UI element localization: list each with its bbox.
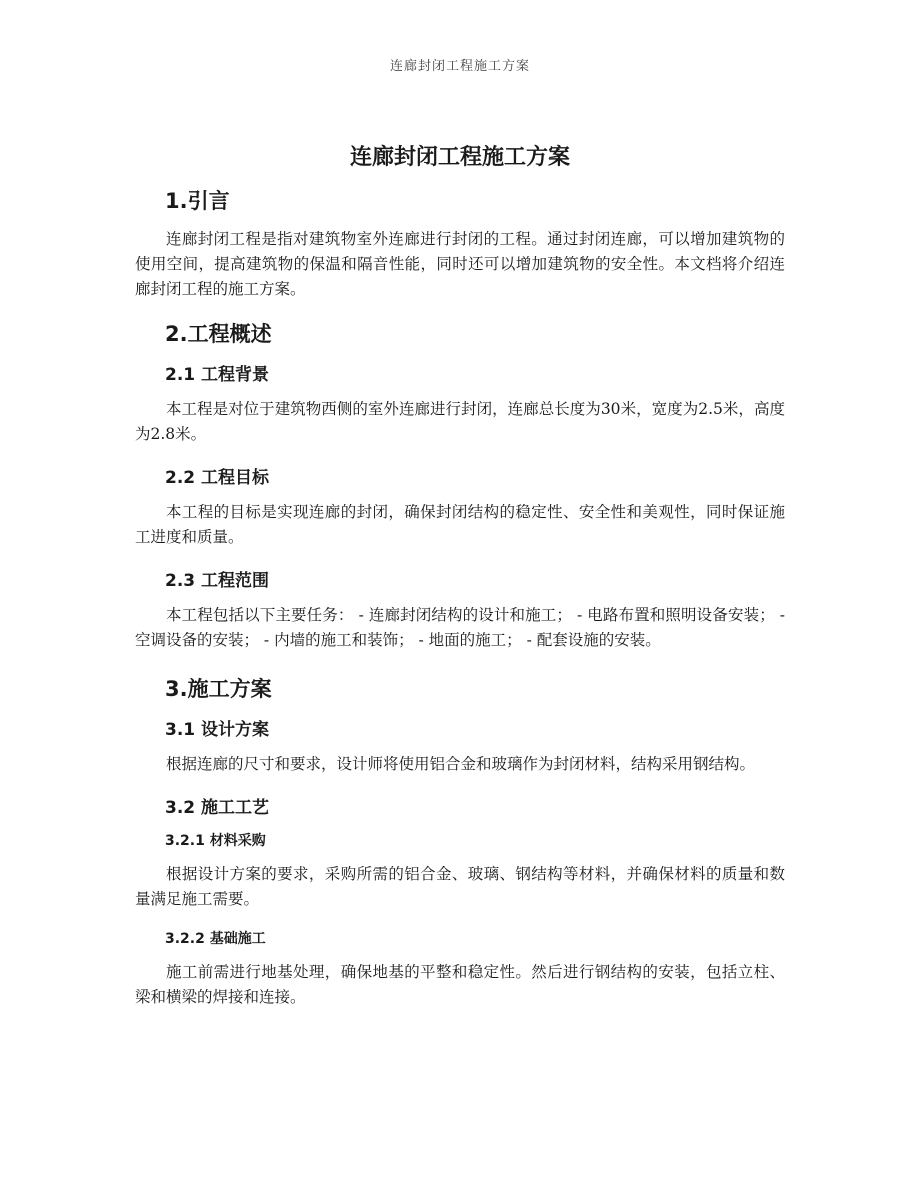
section-heading-construction-plan: 3.施工方案 (165, 677, 272, 701)
section-heading-introduction: 1.引言 (165, 189, 230, 213)
subsection-paragraph-scope: 本工程包括以下主要任务： - 连廊封闭结构的设计和施工； - 电路布置和照明设备安装； - 空调设备的安装； - 内墙的施工和装饰； - 地面的施工； - 配套设施的安装。 (135, 606, 785, 649)
document-body (135, 140, 785, 1026)
subsection-paragraph-design: 根据连廊的尺寸和要求，设计师将使用铝合金和玻璃作为封闭材料，结构采用钢结构。 (166, 755, 756, 773)
running-header: 连廊封闭工程施工方案 (389, 59, 530, 74)
section-paragraph-introduction: 连廊封闭工程是指对建筑物室外连廊进行封闭的工程。通过封闭连廊，可以增加建筑物的使用空间，提高建筑物的保温和隔音性能，同时还可以增加建筑物的安全性。本文档将介绍连廊封闭工程的施工方案。 (135, 230, 785, 298)
subsection-heading-objectives: 2.2 工程目标 (165, 468, 270, 488)
subsection-heading-scope: 2.3 工程范围 (165, 571, 270, 591)
subsection-heading-design: 3.1 设计方案 (165, 720, 270, 740)
section-heading-overview: 2.工程概述 (165, 322, 272, 346)
subsubsection-paragraph-foundation: 施工前需进行地基处理，确保地基的平整和稳定性。然后进行钢结构的安装，包括立柱、梁和横梁的焊接和连接。 (135, 963, 785, 1006)
subsection-paragraph-background: 本工程是对位于建筑物西侧的室外连廊进行封闭，连廊总长度为30米，宽度为2.5米，高度为2.8米。 (135, 400, 785, 443)
subsubsection-heading-procurement: 3.2.1 材料采购 (165, 833, 266, 849)
subsubsection-paragraph-procurement: 根据设计方案的要求，采购所需的铝合金、玻璃、钢结构等材料，并确保材料的质量和数量满足施工需要。 (135, 865, 785, 908)
subsection-heading-process: 3.2 施工工艺 (165, 798, 270, 818)
subsection-paragraph-objectives: 本工程的目标是实现连廊的封闭，确保封闭结构的稳定性、安全性和美观性，同时保证施工进度和质量。 (135, 503, 785, 546)
subsubsection-heading-foundation: 3.2.2 基础施工 (165, 931, 266, 947)
subsection-heading-background: 2.1 工程背景 (165, 365, 270, 385)
document-title: 连廊封闭工程施工方案 (349, 145, 570, 170)
